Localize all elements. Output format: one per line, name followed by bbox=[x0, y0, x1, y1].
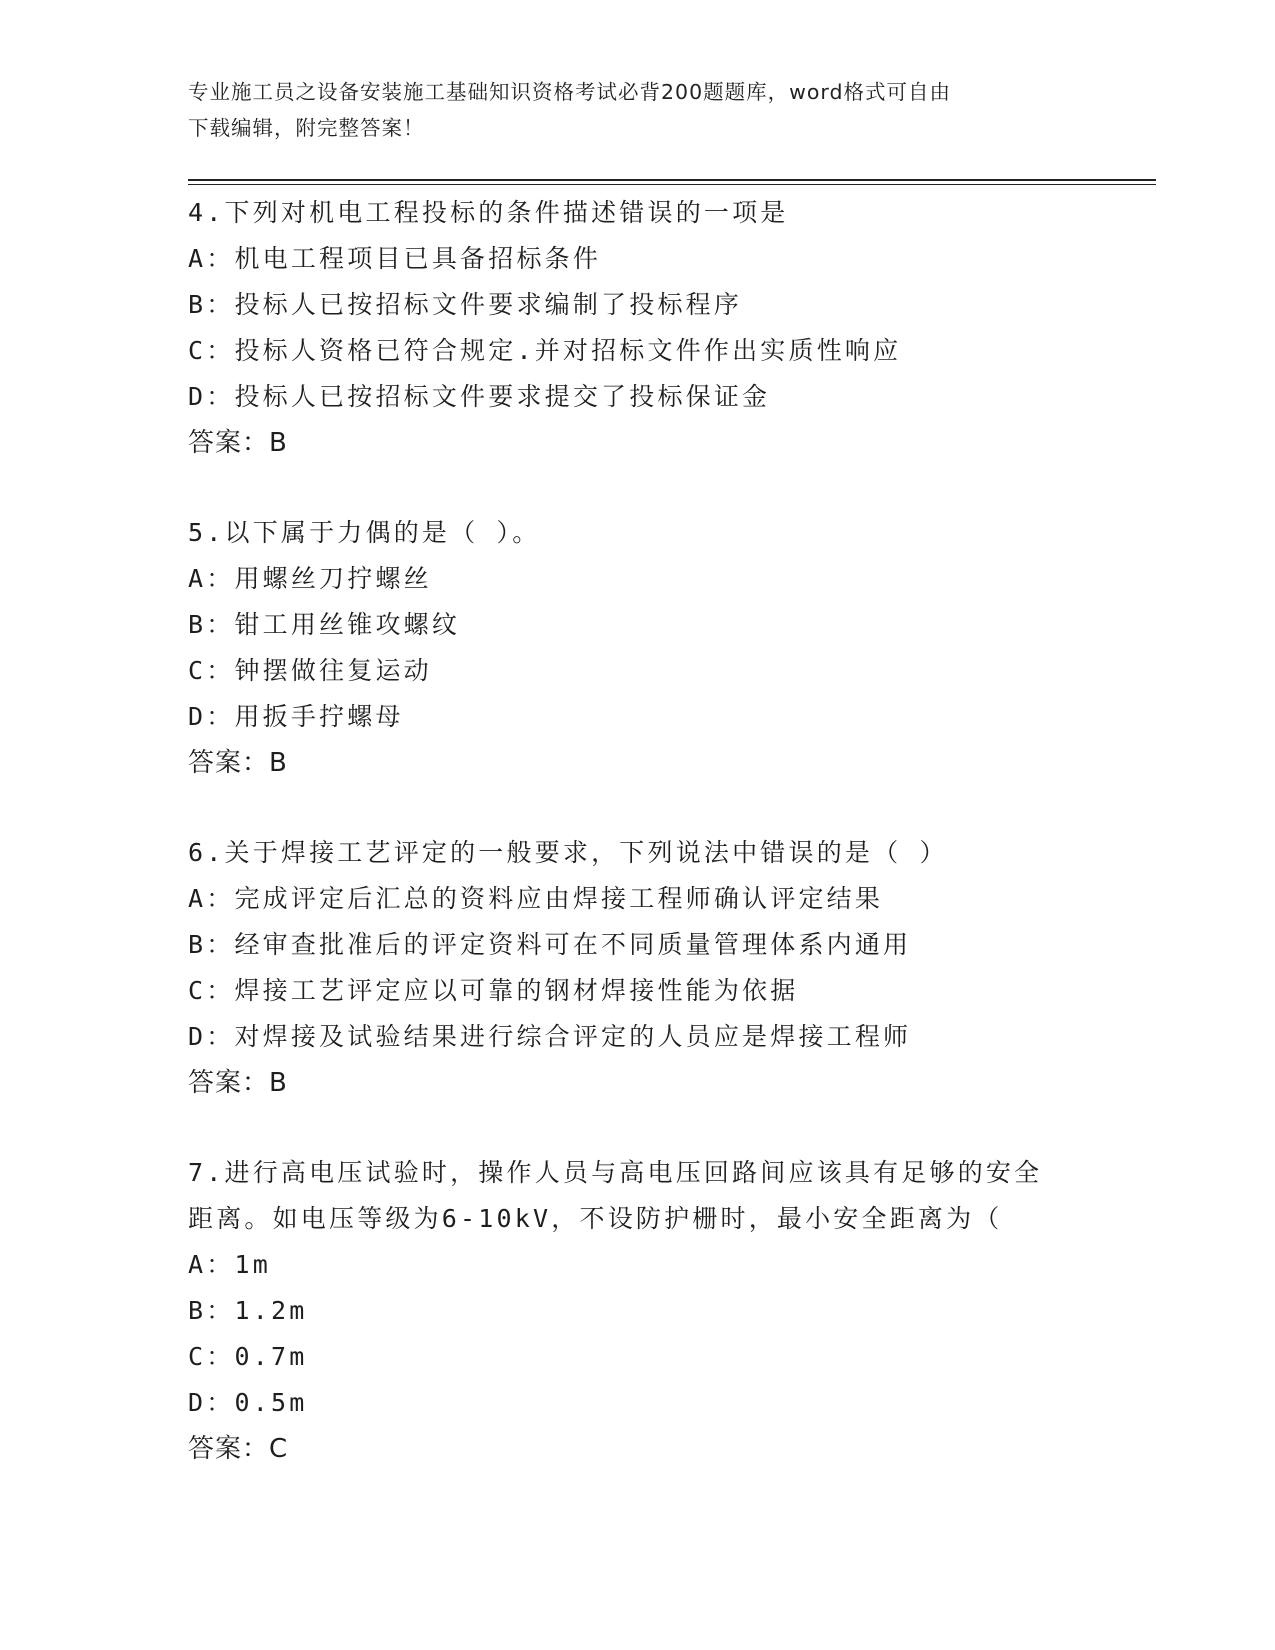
option-a: A：用螺丝刀拧螺丝 bbox=[188, 564, 432, 593]
option-a: A：1m bbox=[188, 1250, 271, 1279]
option-d: D：投标人已按招标文件要求提交了投标保证金 bbox=[188, 382, 771, 411]
question-text-line-1: 7.进行高电压试验时，操作人员与高电压回路间应该具有足够的安全 bbox=[188, 1158, 1043, 1187]
answer: 答案：B bbox=[188, 428, 288, 458]
option-b: B：钳工用丝锥攻螺纹 bbox=[188, 610, 461, 639]
question-text: 5.以下属于力偶的是（ ）。 bbox=[188, 518, 541, 547]
header-line-2: 下载编辑，附完整答案！ bbox=[188, 116, 425, 140]
option-b: B：1.2m bbox=[188, 1296, 308, 1325]
option-b: B：投标人已按招标文件要求编制了投标程序 bbox=[188, 290, 743, 319]
option-d: D：对焊接及试验结果进行综合评定的人员应是焊接工程师 bbox=[188, 1022, 912, 1051]
option-d: D：用扳手拧螺母 bbox=[188, 702, 404, 731]
option-c: C：投标人资格已符合规定.并对招标文件作出实质性响应 bbox=[188, 336, 902, 365]
option-a: A：完成评定后汇总的资料应由焊接工程师确认评定结果 bbox=[188, 884, 884, 913]
answer: 答案：B bbox=[188, 748, 288, 778]
question-5 bbox=[188, 510, 1148, 786]
answer: 答案：B bbox=[188, 1068, 288, 1098]
header-divider-thin bbox=[188, 184, 1156, 185]
option-c: C：钟摆做往复运动 bbox=[188, 656, 432, 685]
option-c: C：焊接工艺评定应以可靠的钢材焊接性能为依据 bbox=[188, 976, 799, 1005]
option-b: B：经审查批准后的评定资料可在不同质量管理体系内通用 bbox=[188, 930, 912, 959]
option-c: C：0.7m bbox=[188, 1342, 308, 1371]
header-divider-thick bbox=[188, 179, 1156, 181]
answer: 答案：C bbox=[188, 1434, 289, 1464]
question-7 bbox=[188, 1150, 1148, 1472]
question-text: 6.关于焊接工艺评定的一般要求，下列说法中错误的是（ ） bbox=[188, 838, 948, 867]
question-list bbox=[188, 190, 1148, 1516]
question-text: 4.下列对机电工程投标的条件描述错误的一项是 bbox=[188, 198, 789, 227]
option-a: A：机电工程项目已具备招标条件 bbox=[188, 244, 602, 273]
header-line-1: 专业施工员之设备安装施工基础知识资格考试必背200题题库，word格式可自由 bbox=[188, 80, 952, 104]
question-text-line-2: 距离。如电压等级为6-10kV，不设防护栅时，最小安全距离为（ bbox=[188, 1204, 1003, 1233]
option-d: D：0.5m bbox=[188, 1388, 308, 1417]
question-4 bbox=[188, 190, 1148, 466]
document-header bbox=[188, 74, 1088, 146]
question-6 bbox=[188, 830, 1148, 1106]
